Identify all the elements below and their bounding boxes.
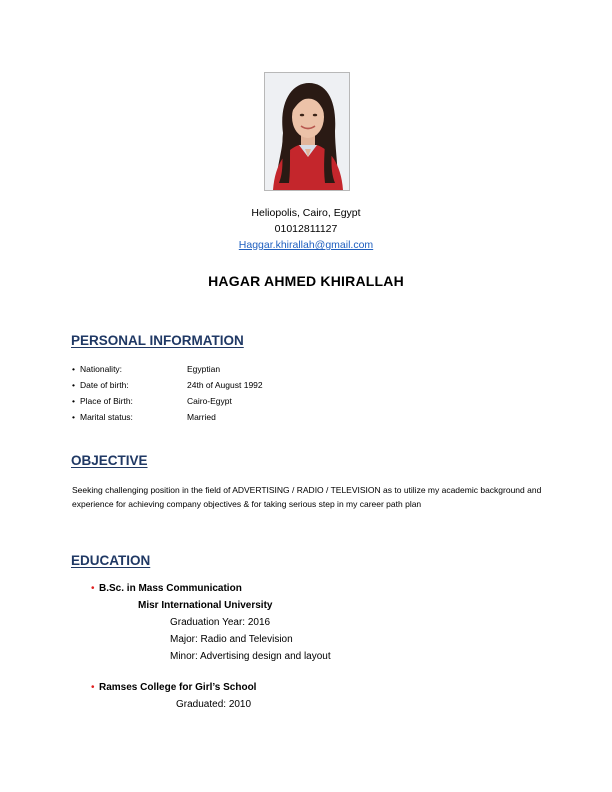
education-heading: EDUCATION — [71, 553, 151, 568]
portrait-image — [265, 73, 349, 190]
education-degree: B.Sc. in Mass Communication — [99, 583, 242, 594]
objective-text: Seeking challenging position in the field of ADVERTISING / RADIO / TELEVISION as to utilize my academic background and experience for achieving company objectives & for taking serious step in my career path plan — [72, 485, 542, 509]
education-institution: Misr International University — [138, 600, 273, 611]
profile-photo — [264, 72, 350, 191]
education-detail: Graduation Year: 2016 — [170, 617, 271, 628]
address-text: Heliopolis, Cairo, Egypt — [251, 207, 361, 219]
education-detail: Major: Radio and Television — [170, 634, 293, 645]
info-value: 24th of August 1992 — [187, 380, 263, 390]
education-degree: Ramses College for Girl’s School — [99, 682, 257, 693]
education-detail: Graduated: 2010 — [176, 699, 252, 710]
red-bullet-icon: • — [91, 682, 95, 693]
objective-heading: OBJECTIVE — [71, 453, 148, 468]
bullet-icon: • — [72, 380, 75, 390]
info-label: Nationality: — [80, 364, 123, 374]
bullet-icon: • — [72, 412, 75, 422]
info-label: Date of birth: — [80, 380, 129, 390]
info-row-nationality — [72, 364, 220, 374]
red-bullet-icon: • — [91, 583, 95, 594]
info-row-place-of-birth — [72, 396, 232, 406]
email-link[interactable]: Haggar.khirallah@gmail.com — [238, 239, 374, 251]
info-label: Marital status: — [80, 412, 133, 422]
info-value: Married — [187, 412, 216, 422]
info-label: Place of Birth: — [80, 396, 133, 406]
info-row-date-of-birth — [72, 380, 263, 390]
education-detail: Minor: Advertising design and layout — [170, 651, 331, 662]
info-value: Cairo-Egypt — [187, 396, 232, 406]
full-name-heading: HAGAR AHMED KHIRALLAH — [208, 273, 404, 289]
bullet-icon: • — [72, 396, 75, 406]
info-value: Egyptian — [187, 364, 221, 374]
personal-information-heading: PERSONAL INFORMATION — [71, 333, 244, 348]
info-row-marital-status — [72, 412, 216, 422]
phone-text: 01012811127 — [274, 223, 338, 235]
bullet-icon: • — [72, 364, 75, 374]
